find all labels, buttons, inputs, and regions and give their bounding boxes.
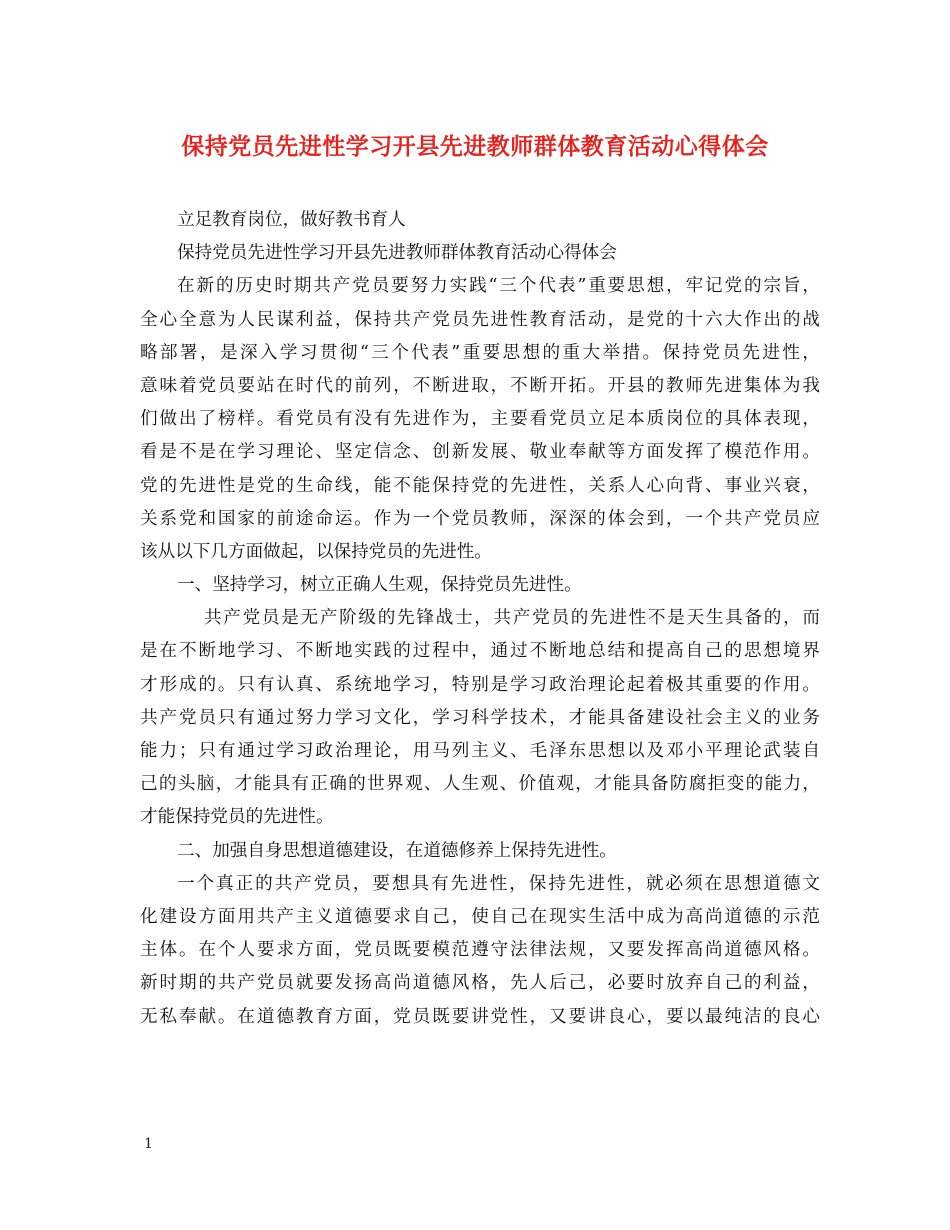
text-line: 主体。在个人要求方面，党员既要模范遵守法律法规，又要发挥高尚道德风格。 (140, 940, 820, 961)
document-title: 保持党员先进性学习开县先进教师群体教育活动心得体会 (181, 133, 769, 160)
section-heading: 二、加强自身思想道德建设，在道德修养上保持先进性。 (177, 840, 617, 861)
text-line: 略部署，是深入学习贯彻“三个代表”重要思想的重大举措。保持党员先进性， (140, 342, 820, 363)
text-line: 才能保持党员的先进性。 (140, 807, 334, 828)
text-line: 一个真正的共产党员，要想具有先进性，保持先进性，就必须在思想道德文 (177, 873, 820, 894)
page-number: 1 (144, 1136, 153, 1152)
text-line: 党的先进性是党的生命线，能不能保持党的先进性，关系人心向背、事业兴衰， (140, 475, 820, 496)
text-line: 该从以下几方面做起，以保持党员的先进性。 (140, 541, 492, 562)
subtitle-line: 保持党员先进性学习开县先进教师群体教育活动心得体会 (177, 243, 617, 264)
section-heading: 一、坚持学习，树立正确人生观，保持党员先进性。 (177, 575, 582, 596)
text-line: 意味着党员要站在时代的前列，不断进取，不断开拓。开县的教师先进集体为我 (140, 375, 820, 396)
text-line: 才形成的。只有认真、系统地学习，特别是学习政治理论起着极其重要的作用。 (140, 674, 820, 695)
text-line: 无私奉献。在道德教育方面，党员既要讲党性，又要讲良心，要以最纯洁的良心 (140, 1006, 820, 1027)
text-line: 看是不是在学习理论、坚定信念、创新发展、敬业奉献等方面发挥了模范作用。 (140, 442, 820, 463)
text-line: 们做出了榜样。看党员有没有先进作为，主要看党员立足本质岗位的具体表现， (140, 409, 820, 430)
text-line: 在新的历史时期共产党员要努力实践“三个代表”重要思想，牢记党的宗旨， (177, 276, 820, 297)
text-line: 新时期的共产党员就要发扬高尚道德风格，先人后己，必要时放弃自己的利益， (140, 973, 820, 994)
text-line: 是在不断地学习、不断地实践的过程中，通过不断地总结和提高自己的思想境界 (140, 641, 820, 662)
text-line: 化建设方面用共产主义道德要求自己，使自己在现实生活中成为高尚道德的示范 (140, 906, 820, 927)
text-line: 共产党员只有通过努力学习文化，学习科学技术，才能具备建设社会主义的业务 (140, 707, 820, 728)
body-text (140, 204, 820, 1034)
text-line: 己的头脑，才能具有正确的世界观、人生观、价值观，才能具备防腐拒变的能力， (140, 774, 820, 795)
text-line: 关系党和国家的前途命运。作为一个党员教师，深深的体会到，一个共产党员应 (140, 508, 820, 529)
text-line: 共产党员是无产阶级的先锋战士，共产党员的先进性不是天生具备的，而 (204, 608, 820, 629)
text-line: 能力；只有通过学习政治理论，用马列主义、毛泽东思想以及邓小平理论武装自 (140, 741, 820, 761)
text-line: 全心全意为人民谋利益，保持共产党员先进性教育活动，是党的十六大作出的战 (140, 309, 820, 330)
subtitle-line: 立足教育岗位，做好教书育人 (177, 210, 406, 230)
